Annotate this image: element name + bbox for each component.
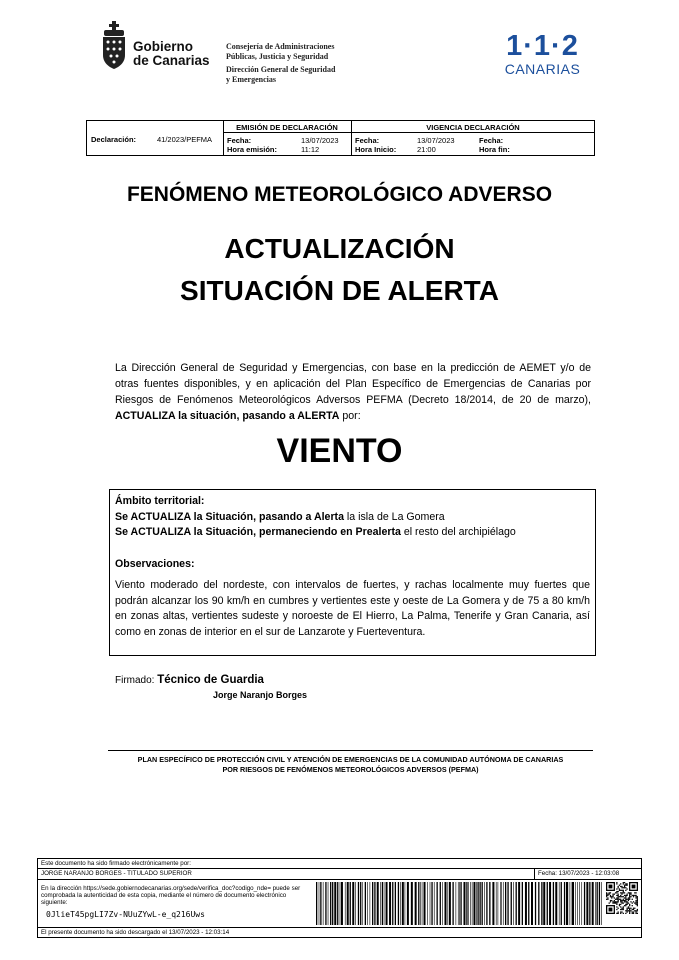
plan-caption (108, 755, 593, 775)
logo-112-region: CANARIAS (504, 61, 581, 77)
vigencia-fecha: 13/07/2023 (417, 136, 455, 145)
declaration-number: 41/2023/PEFMA (157, 135, 213, 144)
ambito-line2-rest: el resto del archipiélago (400, 526, 516, 538)
signature-line (115, 672, 264, 689)
verification-code: 0JlieT45pgLI7Zv-NUuZYwL-e_q216Uws (46, 910, 205, 919)
declaration-table (86, 120, 595, 156)
vigencia-fecha-label: Fecha: (355, 136, 380, 145)
intro-tail: por: (339, 410, 361, 422)
e-signature-box (37, 858, 642, 938)
signature-role: Técnico de Guardia (157, 674, 264, 686)
emision-fecha-label: Fecha: (227, 136, 252, 145)
hora-emision-label: Hora emisión: (227, 145, 278, 154)
declaration-label: Declaración: (91, 135, 137, 144)
department-block (226, 42, 335, 84)
signature-name: Jorge Naranjo Borges (213, 690, 308, 700)
alert-details-box (109, 489, 596, 656)
intro-bold: ACTUALIZA la situación, pasando a ALERTA (115, 410, 340, 422)
hora-fin-label: Hora fin: (479, 145, 510, 154)
emision-header: EMISIÓN DE DECLARACIÓN (236, 123, 338, 132)
logo-112-canarias (500, 30, 585, 76)
consejeria-line2: Públicas, Justicia y Seguridad (226, 51, 329, 61)
signed-notice: Este documento ha sido firmado electrónicamente por: (38, 859, 641, 869)
hora-emision: 11:12 (301, 145, 320, 154)
intro-text: La Dirección General de Seguridad y Emergencias, con base en la predicción de AEMET y/o de otras fuentes disponibles, y en aplicación del Plan Específico de Emergencias de Canarias por Riesgos de Fenómenos Meteorológicos Adversos PEFMA (Decreto 18/2014, de 20 de marzo), (115, 362, 591, 406)
gov-name (133, 40, 210, 68)
observaciones-label: Observaciones: (115, 557, 195, 570)
coat-of-arms-icon (100, 20, 128, 70)
ambito-line2-bold: Se ACTUALIZA la Situación, permaneciendo en Prealerta (115, 526, 401, 538)
direccion-line2: y Emergencias (226, 74, 276, 84)
signer-row (38, 869, 641, 880)
fecha-fin-label: Fecha: (479, 136, 504, 145)
qr-code-icon (606, 882, 638, 914)
emision-fecha: 13/07/2023 (301, 136, 339, 145)
hazard-title: VIENTO (276, 432, 403, 470)
download-notice: El presente documento ha sido descargado el 13/07/2023 - 12:03:14 (41, 929, 230, 936)
plan-line1: PLAN ESPECÍFICO DE PROTECCIÓN CIVIL Y ATENCIÓN DE EMERGENCIAS DE LA COMUNIDAD AUTÓNOMA DE CANARIAS (137, 755, 564, 764)
barcode-icon (314, 882, 604, 925)
title-line1: ACTUALIZACIÓN (224, 233, 455, 264)
ambito-line1-bold: Se ACTUALIZA la Situación, pasando a Alerta (115, 510, 344, 523)
logo-112-number: 1·1·2 (506, 30, 579, 62)
gobierno-canarias-logo (100, 20, 210, 72)
firmado-label: Firmado: (115, 675, 155, 686)
verification-text: En la dirección https://sede.gobiernodecanarias.org/sede/verifica_doc?codigo_nde= puede ser comprobada la autenticidad de esta copia, mediante el número de documento electrónico siguiente: (41, 885, 301, 906)
phenomenon-title: FENÓMENO METEOROLÓGICO ADVERSO (126, 183, 553, 206)
direccion-line1: Dirección General de Seguridad (226, 65, 336, 75)
title-line2: SITUACIÓN DE ALERTA (180, 275, 499, 306)
gov-name-line2: de Canarias (133, 53, 210, 68)
ambito-line1 (115, 510, 590, 526)
signature-date: Fecha: 13/07/2023 - 12:03:08 (534, 869, 641, 880)
ambito-line2 (115, 525, 590, 541)
consejeria-line1: Consejería de Administraciones (226, 42, 335, 51)
gov-name-line1: Gobierno (133, 39, 193, 54)
plan-line2: POR RIESGOS DE FENÓMENOS METEOROLÓGICOS ADVERSOS (PEFMA) (222, 765, 479, 774)
ambito-line1-rest: la isla de La Gomera (343, 510, 445, 523)
ambito-label: Ámbito territorial: (115, 495, 205, 507)
verification-row (38, 880, 641, 928)
vigencia-header: VIGENCIA DECLARACIÓN (426, 123, 520, 132)
signer: JORGE NARANJO BORGES - TITULADO SUPERIOR (41, 870, 192, 877)
observaciones-text: Viento moderado del nordeste, con intervalos de fuertes, y rachas localmente muy fuertes que podrán alcanzar los 90 km/h en cumbres y vertientes este y oeste de La Gomera y de 75 a 80 km/h en zonas altas, vertientes sudeste y noroeste de El Hierro, La Palma, Tenerife y Gran Canaria, así como en zonas de interior en el sur de Lanzarote y Fuerteventura. (115, 579, 590, 638)
hora-inicio: 21:00 (417, 145, 436, 154)
plan-divider (108, 750, 593, 751)
hora-inicio-label: Hora Inicio: (355, 145, 397, 154)
intro-paragraph (115, 360, 591, 424)
